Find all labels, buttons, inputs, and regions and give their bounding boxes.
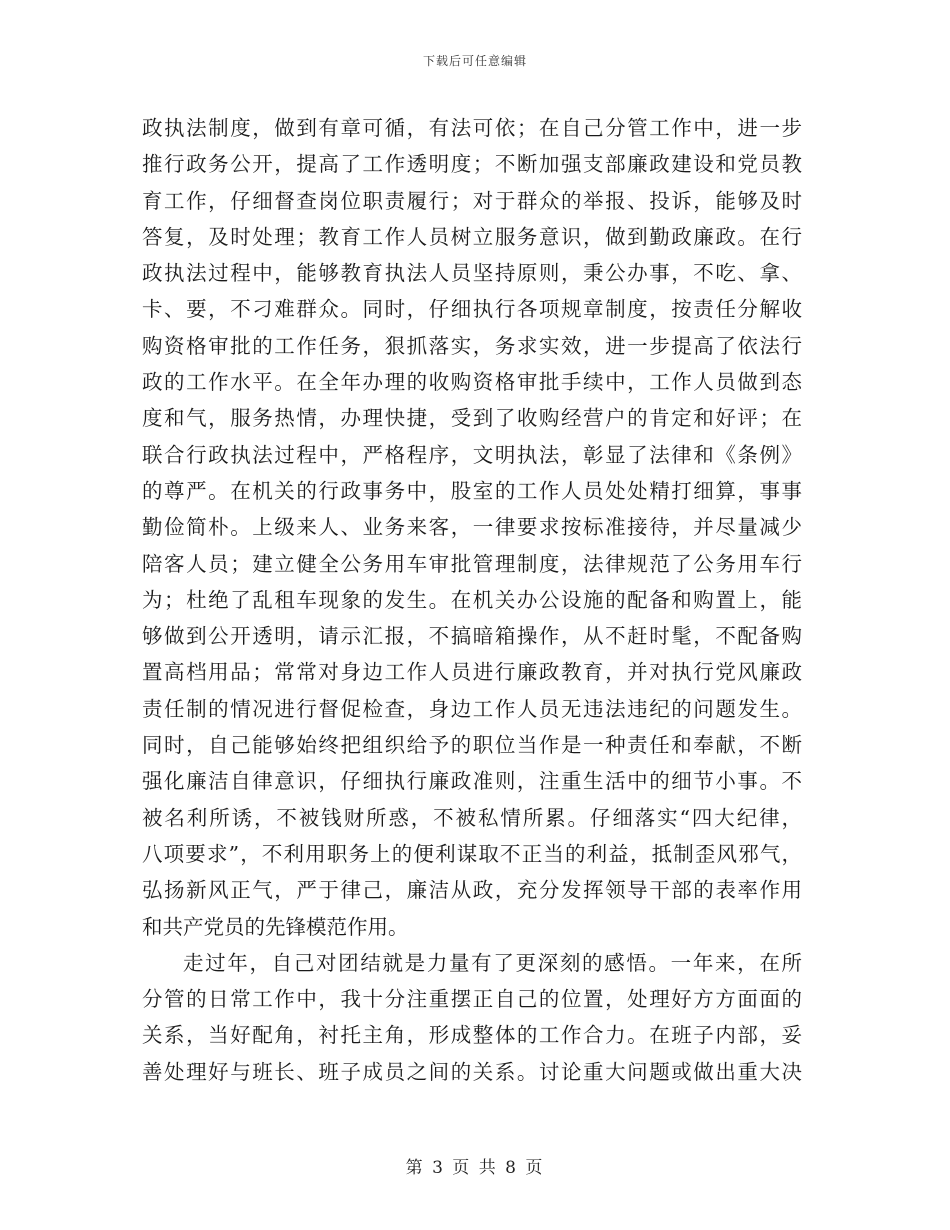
text-line: 为；杜绝了乱租车现象的发生。在机关办公设施的配备和购置上，能 xyxy=(142,587,802,612)
text-line: 被名利所诱，不被钱财所惑，不被私情所累。仔细落实“四大纪律， xyxy=(142,805,802,830)
text-line: 卡、要，不刁难群众。同时，仔细执行各项规章制度，按责任分解收 xyxy=(142,297,802,322)
text-line: 购资格审批的工作任务，狠抓落实，务求实效，进一步提高了依法行 xyxy=(142,333,802,358)
text-line: 置高档用品；常常对身边工作人员进行廉政教育，并对执行党风廉政 xyxy=(142,660,802,685)
page-header: 下载后可任意编辑 xyxy=(422,54,527,68)
text-line: 走过年，自己对团结就是力量有了更深刻的感悟。一年来，在所 xyxy=(183,950,802,975)
text-line: 勤俭简朴。上级来人、业务来客，一律要求按标准接待，并尽量减少 xyxy=(142,515,802,540)
text-line: 答复，及时处理；教育工作人员树立服务意识，做到勤政廉政。在行 xyxy=(142,224,802,249)
text-line: 度和气，服务热情，办理快捷，受到了收购经营户的肯定和好评；在 xyxy=(142,406,802,431)
text-line: 政执法制度，做到有章可循，有法可依；在自己分管工作中，进一步 xyxy=(142,116,802,140)
paragraph-2 xyxy=(142,945,802,1090)
text-line: 强化廉洁自律意识，仔细执行廉政准则，注重生活中的细节小事。不 xyxy=(142,769,802,794)
text-line: 弘扬新风正气，严于律己，廉洁从政，充分发挥领导干部的表率作用 xyxy=(142,878,802,903)
text-line: 和共产党员的先锋模范作用。 xyxy=(142,914,409,939)
text-line: 推行政务公开，提高了工作透明度；不断加强支部廉政建设和党员教 xyxy=(142,152,802,177)
text-line: 陪客人员；建立健全公务用车审批管理制度，法律规范了公务用车行 xyxy=(142,551,802,576)
text-line: 同时，自己能够始终把组织给予的职位当作是一种责任和奉献，不断 xyxy=(142,733,802,758)
text-line: 责任制的情况进行督促检查，身边工作人员无违法违纪的问题发生。 xyxy=(142,696,802,721)
text-line: 分管的日常工作中，我十分注重摆正自己的位置，处理好方方面面的 xyxy=(142,987,802,1012)
text-line: 八项要求”，不利用职务上的便利谋取不正当的利益，抵制歪风邪气， xyxy=(142,841,802,866)
body-text xyxy=(142,110,802,1090)
page-footer: 第 3 页 共 8 页 xyxy=(405,1158,545,1178)
text-line: 善处理好与班长、班子成员之间的关系。讨论重大问题或做出重大决 xyxy=(142,1059,802,1084)
text-line: 关系，当好配角，衬托主角，形成整体的工作合力。在班子内部，妥 xyxy=(142,1023,802,1048)
text-line: 育工作，仔细督查岗位职责履行；对于群众的举报、投诉，能够及时 xyxy=(142,188,802,213)
text-line: 的尊严。在机关的行政事务中，股室的工作人员处处精打细算，事事 xyxy=(142,478,802,503)
text-line: 政的工作水平。在全年办理的收购资格审批手续中，工作人员做到态 xyxy=(142,370,802,395)
paragraph-1 xyxy=(142,110,802,945)
text-line: 政执法过程中，能够教育执法人员坚持原则，秉公办事，不吃、拿、 xyxy=(142,261,802,286)
text-line: 联合行政执法过程中，严格程序，文明执法，彰显了法律和《条例》 xyxy=(142,442,802,467)
text-line: 够做到公开透明，请示汇报，不搞暗箱操作，从不赶时髦，不配备购 xyxy=(142,624,802,649)
